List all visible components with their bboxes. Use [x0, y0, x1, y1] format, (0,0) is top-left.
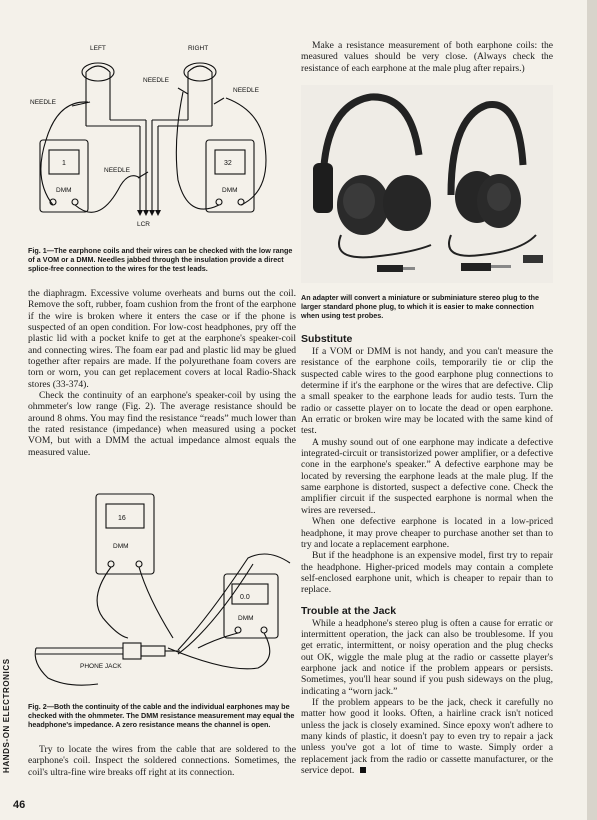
- label-needle-right: NEEDLE: [233, 87, 260, 94]
- label-dmm-top: DMM: [113, 543, 129, 550]
- figure-2-diagram: [28, 488, 296, 698]
- paragraph: [301, 697, 553, 776]
- right-column-intro: [301, 40, 553, 74]
- reading-right: 32: [224, 160, 232, 167]
- label-needle-lower: NEEDLE: [104, 167, 131, 174]
- figure-1: [28, 40, 296, 273]
- left-column-text-top: [28, 288, 296, 458]
- page-edge: [587, 0, 597, 820]
- paragraph: When one defective earphone is located in a low-priced headphone, it may prove cheaper to purchase another set than to try and locate a replacement earphone.: [301, 516, 553, 550]
- paragraph: While a headphone's stereo plug is often a cause for erratic or intermittent operation, the jack can also be troublesome. If you get erratic, intermittent, or noisy operation and the plug checks out OK, wiggle the male plug at the radio or cassette player's earphone jack and notice if the problem appears or persists. Sometimes, you'll hear sound if you push sideways on the plug, indicating a “worn jack.”: [301, 617, 553, 697]
- reading-top: 16: [118, 515, 126, 522]
- paragraph: If a VOM or DMM is not handy, and you can't measure the resistance of the earphone coils, temporarily tie or clip the suspected cable wires to the good earphone plug connections to determine if it's the earphone or the wires that are defective. Clip a small speaker to the earphone leads for audio tests. Turn the radio or cassette player on to locate the dead or open earphone. An erratic or broken wire may be located with the same kind of test.: [301, 346, 553, 437]
- figure-1-diagram: [28, 40, 296, 240]
- label-needle-center: NEEDLE: [143, 77, 170, 84]
- left-column-text-bottom: [28, 744, 296, 778]
- label-dmm-left: DMM: [56, 187, 72, 194]
- right-column-text: [301, 333, 553, 776]
- heading-substitute: Substitute: [301, 333, 353, 345]
- label-dmm-right: DMM: [238, 615, 254, 622]
- figure-2-caption: Fig. 2—Both the continuity of the cable and the individual earphones may be checked with the ohmmeter. The DMM resistance measurement may equal the headphone's impedance. A zero resistance means the channel is open.: [28, 702, 295, 729]
- reading-left: 1: [62, 160, 66, 167]
- paragraph: But if the headphone is an expensive model, first try to repair the headphone. Higher-priced models may contain a complete self-enclosed earphone unit, which is cheaper to repair than to replace.: [301, 550, 553, 596]
- headphones-photo: [301, 85, 553, 320]
- paragraph: Check the continuity of an earphone's speaker-coil by using the ohmmeter's low range (Fig. 2). The average resistance should be around 8 ohms. You may find the resistance “reads” much lower than the rated resistance (impedance) when measured using a pocket VOM, but with a DMM the actual impedance almost equals the measured value.: [28, 390, 296, 458]
- label-needle-left: NEEDLE: [30, 99, 57, 106]
- label-dmm-right: DMM: [222, 187, 238, 194]
- paragraph: A mushy sound out of one earphone may indicate a defective integrated-circuit or transistorized power amplifier, or a defective cone in the earphone's speaker.” A defective earphone may be located by reversing the earphone leads at the male plug. If the same earphone is distorted, suspect a defective cone. Check the amplifier circuit if the suspected earphone is normal when the wires are reversed..: [301, 436, 553, 516]
- paragraph: Make a resistance measurement of both earphone coils: the measured values should be very close. (Always check the resistance of each earphone at the male plug after repairs.): [301, 40, 553, 74]
- headphones-photo-image: [301, 85, 553, 283]
- photo-caption: An adapter will convert a miniature or subminiature stereo plug to the larger standard phone plug, to which it is easier to make connection when using test probes.: [301, 293, 540, 320]
- page-number: 46: [13, 799, 26, 811]
- paragraph: the diaphragm. Excessive volume overheats and burns out the coil. Remove the soft, rubber, foam cushion from the front of the earphone if the wire is broken where it enters the case or if the phone is suspected of an open condition. For low-cost headphones, pry off the plastic lid with a pocket knife to get at the earphone's speaker-coil and connecting wires. The foam ear pad and plastic lid may be glued together after repairs are made. If the polyurethane foam covers are torn or worn, you can get replacement covers at local Radio-Shack stores (33-374).: [28, 288, 296, 390]
- figure-1-caption: Fig. 1—The earphone coils and their wires can be checked with the low range of a VOM or a DMM. Needles jabbed through the insulation provide a direct splice-free connection to the wires for the test leads.: [28, 246, 293, 273]
- side-label: HANDS-ON ELECTRONICS: [2, 658, 11, 773]
- label-lcr: LCR: [137, 221, 151, 228]
- end-mark: [360, 767, 366, 773]
- reading-right: 0.0: [240, 594, 250, 601]
- paragraph: Try to locate the wires from the cable that are soldered to the earphone's coil. Inspect the soldered connections. Sometimes, the coil's ultra-fine wire breaks off right at its connection.: [28, 744, 296, 778]
- label-left: LEFT: [90, 45, 106, 52]
- paragraph-text: If the problem appears to be the jack, check it carefully no matter how good it looks. Often, a hairline crack isn't noticed unless the jack is closely examined. Since epoxy won't adhere to many kinds of plastic, it doesn't pay to even try to repair a jack unless you've got a lot of time to waste. Simply order a replacement jack from the radio or cassette manufacturer, or the service depot.: [301, 696, 553, 777]
- heading-trouble-at-jack: Trouble at the Jack: [301, 604, 397, 617]
- figure-2: [28, 488, 296, 729]
- label-phone-jack: PHONE JACK: [80, 663, 122, 670]
- label-right: RIGHT: [188, 45, 209, 52]
